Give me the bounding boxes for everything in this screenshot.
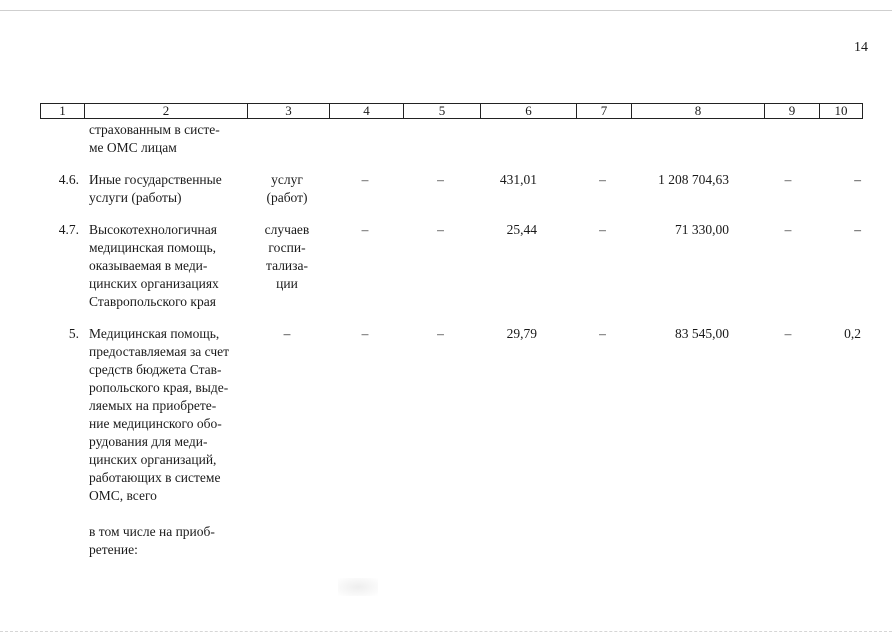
page-number: 14 xyxy=(854,40,868,55)
row-name-line: рудования для меди- xyxy=(89,434,208,449)
row-unit xyxy=(246,221,328,311)
col-5-value xyxy=(402,121,479,157)
row-name-line: цинских организаций, xyxy=(89,452,217,467)
col-7-value: – xyxy=(599,172,606,187)
header-col-5: 5 xyxy=(403,104,480,118)
col-4-value: – xyxy=(361,172,369,187)
col-5-value: – xyxy=(437,326,444,341)
row-name-line: Ставропольского края xyxy=(89,294,216,309)
bottom-edge xyxy=(0,631,892,632)
header-col-3: 3 xyxy=(247,104,329,118)
col-7-value: – xyxy=(599,222,606,237)
row-name-line: Медицинская помощь, xyxy=(89,326,220,341)
row-name-line: услуги (работы) xyxy=(89,190,182,205)
table-header-row xyxy=(40,103,863,119)
row-name-line: страхованным в систе- xyxy=(89,122,220,137)
row-number: 4.7. xyxy=(58,222,79,237)
header-col-4: 4 xyxy=(329,104,403,118)
col-8-value: 83 545,00 xyxy=(675,326,729,341)
row-unit-line: (работ) xyxy=(266,190,308,205)
col-10-value: – xyxy=(854,222,861,237)
row-name-line: предоставляемая за счет xyxy=(89,344,230,359)
row-name-line: ме ОМС лицам xyxy=(89,140,177,155)
col-5-value: – xyxy=(437,222,444,237)
col-6-value: 29,79 xyxy=(506,326,537,341)
row-name-line: ретение: xyxy=(89,542,138,557)
row-unit xyxy=(246,325,328,559)
col-4-value: – xyxy=(361,326,369,341)
row-unit-line: тализа- xyxy=(266,258,308,273)
row-name-line: ропольского края, выде- xyxy=(89,380,229,395)
table-row xyxy=(40,171,863,207)
col-4-value: – xyxy=(361,222,369,237)
row-number: 5. xyxy=(68,326,79,341)
row-name-line: цинских организациях xyxy=(89,276,219,291)
col-9-value: – xyxy=(784,172,792,187)
row-name-line: ляемых на приобрете- xyxy=(89,398,217,413)
row-unit-line: услуг xyxy=(271,172,303,187)
col-7-value: – xyxy=(599,326,606,341)
header-col-2: 2 xyxy=(84,104,247,118)
row-name-line: ОМС, всего xyxy=(89,488,157,503)
col-10-value: – xyxy=(854,172,861,187)
scan-smudge xyxy=(338,578,378,596)
table-row xyxy=(40,121,863,157)
col-10-value xyxy=(813,121,863,157)
col-4-value xyxy=(328,121,402,157)
col-8-value: 1 208 704,63 xyxy=(658,172,729,187)
header-col-1: 1 xyxy=(59,103,66,118)
col-9-value: – xyxy=(784,326,792,341)
header-col-7: 7 xyxy=(576,104,631,118)
header-col-9: 9 xyxy=(764,104,819,118)
table-row xyxy=(40,325,863,559)
header-col-6: 6 xyxy=(480,104,576,118)
row-name xyxy=(83,221,246,311)
row-unit-line: ции xyxy=(276,276,298,291)
row-unit-line: госпи- xyxy=(268,240,306,255)
table-body xyxy=(40,121,863,559)
row-name-line: Иные государственные xyxy=(89,172,222,187)
table-row xyxy=(40,221,863,311)
row-name-line: в том числе на приоб- xyxy=(89,524,215,539)
row-name-line xyxy=(89,505,244,523)
col-9-value xyxy=(763,121,813,157)
col-6-value: 25,44 xyxy=(506,222,537,237)
row-name xyxy=(83,325,246,559)
row-name-line: оказываемая в меди- xyxy=(89,258,208,273)
col-6-value xyxy=(479,121,575,157)
col-10-value: 0,2 xyxy=(844,326,861,341)
col-5-value: – xyxy=(437,172,444,187)
row-name-line: ние медицинского обо- xyxy=(89,416,222,431)
row-number: 4.6. xyxy=(58,172,79,187)
row-unit-line: – xyxy=(283,326,291,341)
col-7-value xyxy=(575,121,630,157)
header-col-8: 8 xyxy=(631,104,764,118)
col-6-value: 431,01 xyxy=(499,172,537,187)
row-number xyxy=(40,121,83,157)
row-name xyxy=(83,171,246,207)
row-name-line: средств бюджета Став- xyxy=(89,362,222,377)
row-unit-line: случаев xyxy=(264,222,310,237)
header-col-10: 10 xyxy=(819,104,862,118)
top-edge xyxy=(0,10,892,11)
col-8-value xyxy=(630,121,763,157)
row-name-line: работающих в системе xyxy=(89,470,221,485)
row-name xyxy=(83,121,246,157)
row-unit xyxy=(246,171,328,207)
row-name-line: Высокотехнологичная xyxy=(89,222,217,237)
col-9-value: – xyxy=(784,222,792,237)
row-name-line: медицинская помощь, xyxy=(89,240,216,255)
row-unit xyxy=(246,121,328,157)
col-8-value: 71 330,00 xyxy=(675,222,729,237)
